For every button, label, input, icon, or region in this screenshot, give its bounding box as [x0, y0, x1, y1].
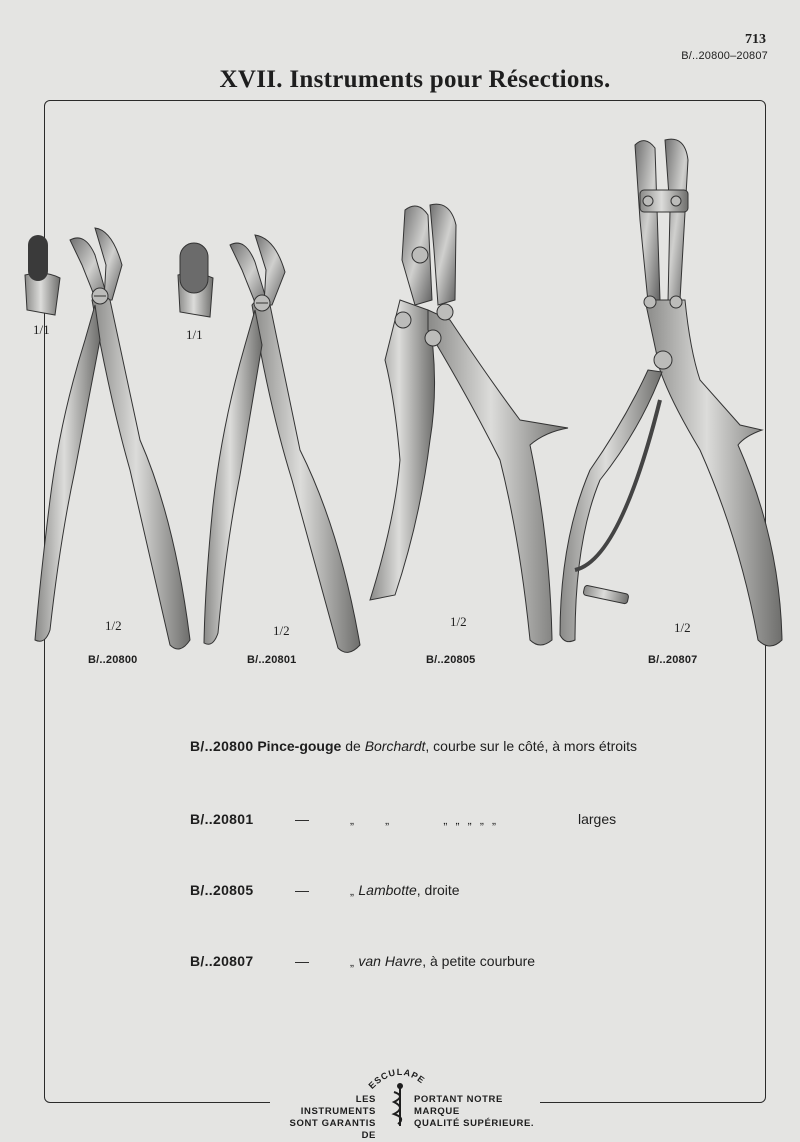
- catalog-code: B/..20807: [190, 953, 254, 969]
- guarantee-line: PORTANT NOTRE MARQUE: [414, 1094, 503, 1117]
- guarantee-text-right: [414, 1094, 544, 1130]
- logo-text: ESCULAPE: [366, 1066, 428, 1091]
- instrument-name: Pince-gouge: [257, 738, 342, 754]
- description-row-20807-text: [350, 953, 535, 969]
- detail-scale-label: 1/1: [186, 327, 203, 342]
- instrument-ref-label: B/..20800: [88, 654, 138, 666]
- page-title: XVII. Instruments pour Résections.: [219, 66, 611, 93]
- description-row-20800: [190, 738, 637, 754]
- guarantee-line: SONT GARANTIS DE: [289, 1118, 376, 1141]
- instrument-scale-label: 1/2: [105, 618, 122, 633]
- page-reference-range: B/..20800–20807: [681, 50, 768, 62]
- jaw-detail-1: [25, 235, 60, 315]
- catalog-code: B/..20805: [190, 882, 254, 898]
- instrument-20805: [370, 204, 568, 645]
- ditto-dash: —: [295, 882, 309, 898]
- author-name: van Havre: [358, 953, 423, 969]
- description-text: , courbe sur le côté, à mors étroits: [425, 738, 638, 754]
- instrument-20801: [204, 235, 360, 652]
- instrument-ref-label: B/..20805: [426, 654, 476, 666]
- author-name: Lambotte: [358, 882, 417, 898]
- description-row-20805: [190, 882, 253, 898]
- jaw-detail-2: [178, 243, 213, 317]
- detail-scale-label: 1/1: [33, 322, 50, 337]
- ditto-dash: —: [295, 811, 309, 827]
- description-text: , à petite courbure: [422, 953, 536, 969]
- instrument-ref-label: B/..20801: [247, 654, 297, 666]
- ditto-marks: „: [350, 884, 355, 898]
- ditto-dash: —: [295, 953, 309, 969]
- description-row-20805-text: [350, 882, 460, 898]
- catalog-code: B/..20801: [190, 811, 254, 827]
- ditto-marks: „: [350, 955, 355, 969]
- guarantee-line: LES INSTRUMENTS: [300, 1094, 376, 1117]
- description-row-20801: [190, 811, 253, 827]
- instrument-scale-label: 1/2: [674, 620, 691, 635]
- author-name: Borchardt: [364, 738, 426, 754]
- page-number: 713: [745, 32, 766, 47]
- instrument-20807: [560, 139, 782, 646]
- guarantee-line: QUALITÉ SUPÉRIEURE.: [414, 1118, 535, 1129]
- description-connector: de: [341, 738, 365, 754]
- description-row-20807: [190, 953, 253, 969]
- instrument-scale-label: 1/2: [273, 623, 290, 638]
- instrument-scale-label: 1/2: [450, 614, 467, 629]
- svg-text:ESCULAPE: [367, 1067, 427, 1091]
- instrument-ref-label: B/..20807: [648, 654, 698, 666]
- guarantee-text-left: [278, 1094, 376, 1142]
- description-text: , droite: [416, 882, 460, 898]
- ditto-marks: „ „ „ „ „ „ „: [350, 813, 497, 827]
- catalog-code: B/..20800: [190, 738, 254, 754]
- description-text: larges: [578, 811, 617, 827]
